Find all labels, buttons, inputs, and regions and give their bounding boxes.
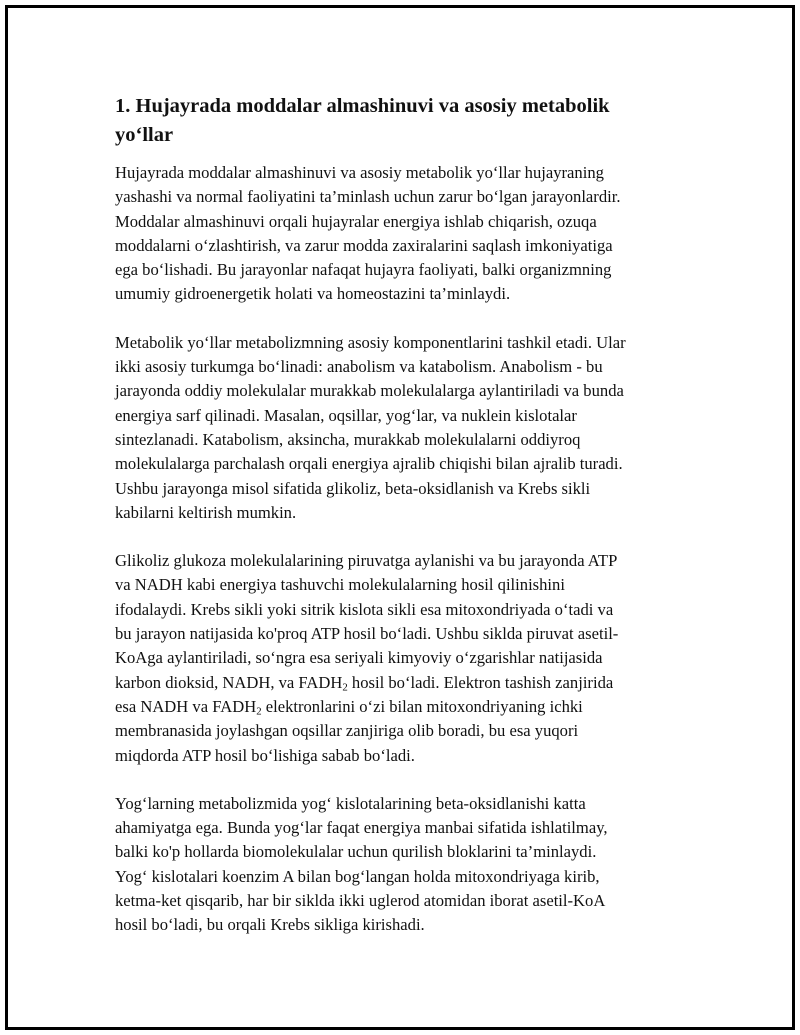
text-line: Glikoliz glukoza molekulalarining piruvatga aylanishi va bu jarayonda ATP — [115, 551, 618, 571]
text-line: kabilarni keltirish mumkin. — [115, 502, 297, 522]
text-line: ketma-ket qisqarib, har bir siklda ikki uglerod atomidan iborat asetil-KoA — [115, 891, 606, 911]
paragraph-4 — [115, 792, 695, 938]
text-line: hosil bo‘ladi, bu orqali Krebs sikliga kirishadi. — [115, 915, 425, 935]
text-line: Hujayrada moddalar almashinuvi va asosiy metabolik yo‘llar hujayraning — [115, 163, 604, 182]
text-line: membranasida joylashgan oqsillar zanjiriga olib boradi, bu esa yuqori — [115, 721, 579, 741]
text-line: jarayonda oddiy molekulalar murakkab molekulalarga aylantiriladi va bunda — [115, 381, 624, 401]
text-line: balki ko'p hollarda biomolekulalar uchun qurilish bloklarini ta’minlaydi. — [115, 842, 597, 862]
text-line: umumiy gidroenergetik holati va homeostazini ta’minlaydi. — [115, 284, 511, 304]
title-line: yo‘llar — [115, 124, 174, 146]
text-line: Yog‘larning metabolizmida yog‘ kislotalarining beta-oksidlanishi katta — [115, 793, 586, 813]
text-line: ifodalaydi. Krebs sikli yoki sitrik kislota sikli esa mitoxondriyada o‘tadi va — [115, 599, 614, 619]
text-segment: elektronlarini o‘zi bilan mitoxondriyaning ichki — [261, 696, 583, 716]
text-line: bu jarayon natijasida ko'proq ATP hosil bo‘ladi. Ushbu siklda piruvat asetil- — [115, 624, 619, 644]
text-line: miqdorda ATP hosil bo‘lishiga sabab bo‘ladi. — [115, 745, 415, 765]
section-title — [115, 92, 695, 150]
subscript: 2 — [256, 705, 262, 718]
paragraph-2 — [115, 331, 695, 525]
text-line: KoAga aylantiriladi, so‘ngra esa seriyali kimyoviy o‘zgarishlar natijasida — [115, 648, 603, 668]
text-line: moddalarni o‘zlashtirish, va zarur modda zaxiralarini saqlash imkoniyatiga — [115, 235, 613, 255]
text-line: sintezlanadi. Katabolism, aksincha, murakkab molekulalarni oddiyroq — [115, 429, 581, 449]
text-line-with-subscript — [115, 671, 695, 695]
subscript: 2 — [342, 681, 348, 694]
text-line: Ushbu jarayonga misol sifatida glikoliz, beta-oksidlanish va Krebs sikli — [115, 478, 591, 498]
text-segment: hosil bo‘ladi. Elektron tashish zanjirida — [347, 672, 614, 692]
text-line: ahamiyatga ega. Bunda yog‘lar faqat energiya manbai sifatida ishlatilmay, — [115, 818, 608, 838]
text-line: Metabolik yo‘llar metabolizmning asosiy komponentlarini tashkil etadi. Ular — [115, 332, 626, 352]
text-line: Moddalar almashinuvi orqali hujayralar energiya ishlab chiqarish, ozuqa — [115, 211, 597, 231]
text-line: va NADH kabi energiya tashuvchi molekulalarning hosil qilinishini — [115, 575, 565, 595]
text-line: molekulalarga parchalash orqali energiya ajralib chiqishi bilan ajralib turadi. — [115, 454, 623, 474]
text-line: ega bo‘lishadi. Bu jarayonlar nafaqat hujayra faoliyati, balki organizmning — [115, 260, 612, 280]
text-line: yashashi va normal faoliyatini ta’minlash uchun zarur bo‘lgan jarayonlardir. — [115, 187, 621, 207]
paragraph-1 — [115, 161, 695, 307]
title-line: 1. Hujayrada moddalar almashinuvi va asosiy metabolik — [115, 95, 610, 117]
text-line: Yog‘ kislotalari koenzim A bilan bog‘langan holda mitoxondriyaga kirib, — [115, 866, 600, 886]
text-line: ikki asosiy turkumga bo‘linadi: anabolism va katabolism. Anabolism - bu — [115, 357, 603, 377]
text-segment: esa NADH va FADH — [115, 696, 257, 716]
text-segment: karbon dioksid, NADH, va FADH — [115, 672, 343, 692]
paragraph-3 — [115, 549, 695, 768]
document-body — [115, 92, 695, 962]
text-line-with-subscript — [115, 695, 695, 719]
text-line: energiya sarf qilinadi. Masalan, oqsillar, yog‘lar, va nuklein kislotalar — [115, 405, 577, 425]
